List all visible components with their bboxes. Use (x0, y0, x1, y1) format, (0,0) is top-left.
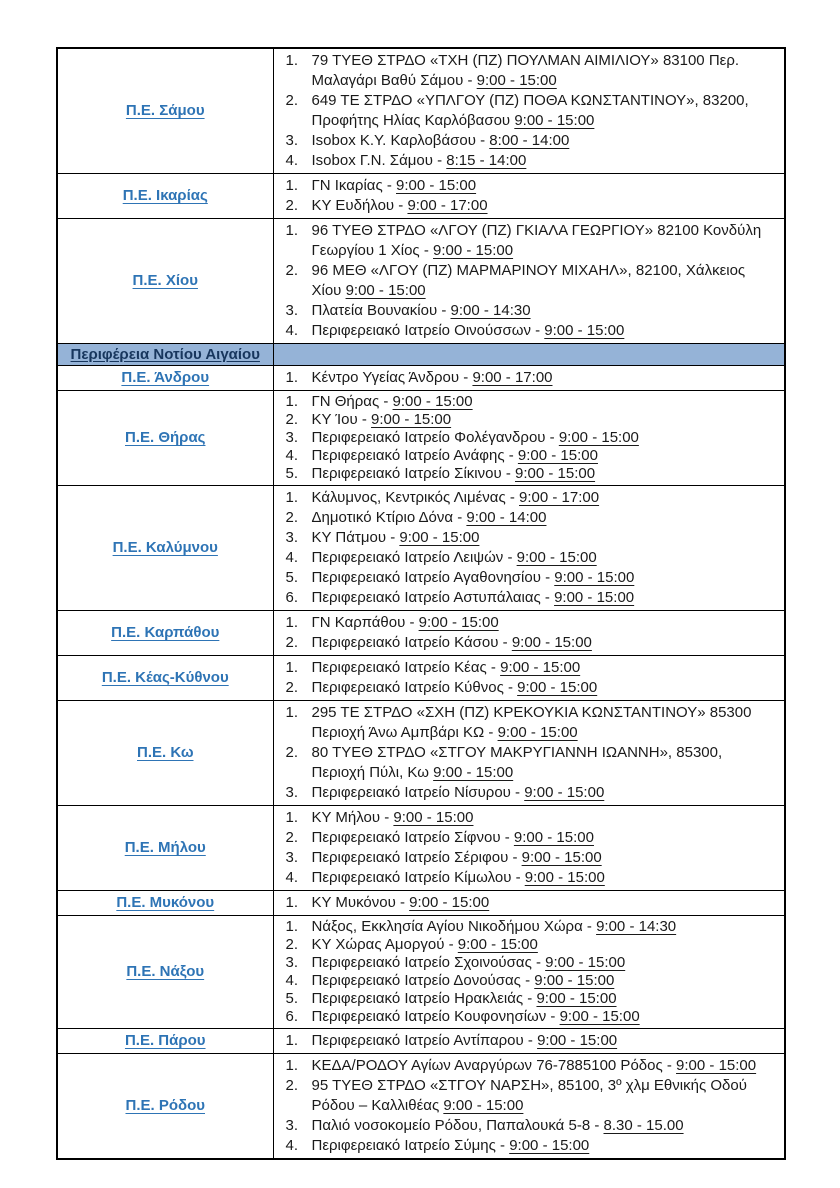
clinic-items-cell (273, 1054, 785, 1160)
list-item (286, 465, 779, 483)
list-item-number: 2. (285, 411, 299, 428)
opening-hours: 9:00 - 15:00 (524, 869, 605, 886)
opening-hours: 9:00 - 15:00 (409, 894, 490, 911)
list-item (286, 261, 779, 301)
region-unit-label[interactable]: Π.Ε. Μήλου (124, 839, 206, 856)
clinic-name: ΚΥ Χώρας Αμοργού - (311, 936, 458, 953)
list-item-number: 3. (285, 954, 299, 971)
list-item-text (312, 828, 779, 848)
list-item-number: 3. (285, 784, 299, 801)
list-item (286, 368, 779, 388)
clinic-name: Περιφερειακό Ιατρείο Αντίπαρου - (311, 1032, 538, 1049)
clinic-items-cell (273, 391, 785, 486)
clinic-name: Περιφερειακό Ιατρείο Σχοινούσας - (311, 954, 546, 971)
list-item-number: 1. (285, 894, 299, 911)
opening-hours: 9:00 - 17:00 (472, 369, 553, 386)
region-unit-cell (57, 174, 273, 219)
list-item-number: 2. (285, 1077, 299, 1094)
list-item (286, 743, 779, 783)
list-item-number: 1. (285, 222, 299, 239)
region-unit-label[interactable]: Π.Ε. Θήρας (125, 429, 206, 446)
list-item-number: 2. (285, 679, 299, 696)
clinic-name: Κάλυμνος, Κεντρικός Λιμένας - (311, 489, 520, 506)
list-item-text (312, 936, 779, 954)
opening-hours: 9:00 - 15:00 (443, 1097, 524, 1114)
opening-hours: 9:00 - 15:00 (345, 282, 426, 299)
opening-hours: 9:00 - 15:00 (537, 1032, 618, 1049)
list-item (286, 393, 779, 411)
list-item-number: 4. (285, 447, 299, 464)
table-row (57, 611, 785, 656)
clinic-name: Κέντρο Υγείας Άνδρου - (311, 369, 473, 386)
list-item-number: 3. (285, 529, 299, 546)
opening-hours: 9:00 - 15:00 (514, 112, 595, 129)
region-unit-label[interactable]: Π.Ε. Καλύμνου (112, 539, 218, 556)
list-item-text (312, 393, 779, 411)
list-item (286, 429, 779, 447)
clinic-items-cell (273, 806, 785, 891)
table-row (57, 701, 785, 806)
opening-hours: 9:00 - 14:30 (596, 918, 677, 935)
region-unit-cell (57, 891, 273, 916)
region-unit-label[interactable]: Π.Ε. Κω (137, 744, 194, 761)
clinic-name: ΓΝ Καρπάθου - (311, 614, 419, 631)
region-unit-label[interactable]: Π.Ε. Κέας-Κύθνου (101, 669, 229, 686)
list-item-number: 6. (285, 589, 299, 606)
clinic-name: Περιφερειακό Ιατρείο Κύθνος - (311, 679, 518, 696)
list-item-text (312, 131, 779, 151)
list-item-text (312, 1076, 779, 1116)
opening-hours: 9:00 - 15:00 (515, 465, 596, 482)
list-item-number: 4. (285, 549, 299, 566)
section-header-cell (57, 344, 273, 366)
region-unit-cell (57, 1029, 273, 1054)
opening-hours: 9:00 - 15:00 (399, 529, 480, 546)
list-item-number: 4. (285, 972, 299, 989)
opening-hours: 9:00 - 15:00 (536, 990, 617, 1007)
list-item-text (312, 613, 779, 633)
region-unit-cell (57, 1054, 273, 1160)
clinic-name: Δημοτικό Κτίριο Δόνα - (311, 509, 467, 526)
list-item-number: 3. (285, 429, 299, 446)
region-unit-label[interactable]: Π.Ε. Ρόδου (125, 1097, 205, 1114)
list-item (286, 1031, 779, 1051)
list-item (286, 868, 779, 888)
list-item-number: 6. (285, 1008, 299, 1025)
list-item-text (312, 368, 779, 388)
list-item (286, 848, 779, 868)
table-row (57, 174, 785, 219)
clinic-name: ΚΥ Ίου - (311, 411, 372, 428)
list-item-text (312, 151, 779, 171)
list-item-text (312, 301, 779, 321)
opening-hours: 9:00 - 15:00 (509, 1137, 590, 1154)
list-item (286, 151, 779, 171)
list-item-number: 1. (285, 177, 299, 194)
list-item-number: 1. (285, 704, 299, 721)
list-item-text (312, 678, 779, 698)
list-item-number: 1. (285, 369, 299, 386)
clinic-name: Isobox Κ.Υ. Καρλοβάσου - (311, 132, 490, 149)
opening-hours: 9:00 - 15:00 (392, 393, 473, 410)
list-item-text (312, 658, 779, 678)
clinic-items-cell (273, 656, 785, 701)
list-item-text (312, 703, 779, 743)
list-item-number: 1. (285, 1032, 299, 1049)
list-item (286, 447, 779, 465)
list-item (286, 131, 779, 151)
list-item-number: 1. (285, 659, 299, 676)
clinics-table (56, 47, 786, 1160)
region-unit-cell (57, 701, 273, 806)
list-item-text (312, 488, 779, 508)
region-unit-label[interactable]: Π.Ε. Άνδρου (121, 369, 210, 386)
clinic-name: 649 ΤΕ ΣΤΡΔΟ «ΥΠΛΓΟΥ (ΠΖ) ΠΟΘΑ ΚΩΝΣΤΑΝΤΙΝΟΥ», 83200, Προφήτης Ηλίας Καρλόβασου (311, 92, 749, 129)
region-unit-cell (57, 611, 273, 656)
section-header-label[interactable]: Περιφέρεια Νοτίου Αιγαίου (70, 345, 260, 363)
list-item (286, 703, 779, 743)
opening-hours: 9:00 - 15:00 (418, 614, 499, 631)
clinic-name: Περιφερειακό Ιατρείο Σέριφου - (311, 849, 522, 866)
list-item (286, 1008, 779, 1026)
table-row (57, 916, 785, 1029)
list-item (286, 783, 779, 803)
table-row (57, 656, 785, 701)
list-item-number: 1. (285, 489, 299, 506)
opening-hours: 8:15 - 14:00 (446, 152, 527, 169)
clinic-items-cell (273, 1029, 785, 1054)
list-item (286, 508, 779, 528)
list-item-number: 2. (285, 634, 299, 651)
list-item-text (312, 633, 779, 653)
opening-hours: 8.30 - 15.00 (603, 1117, 684, 1134)
list-item (286, 893, 779, 913)
opening-hours: 9:00 - 15:00 (534, 972, 615, 989)
clinic-name: Περιφερειακό Ιατρείο Σίκινου - (311, 465, 515, 482)
clinic-name: 95 ΤΥΕΘ ΣΤΡΔΟ «ΣΤΓΟΥ ΝΑΡΣΗ», 85100, 3º χλμ Εθνικής Οδού Ρόδου – Καλλιθέας (311, 1077, 747, 1114)
list-item-text (312, 918, 779, 936)
list-item-text (312, 176, 779, 196)
list-item-text (312, 261, 779, 301)
clinic-name: Isobox Γ.Ν. Σάμου - (311, 152, 447, 169)
clinic-name: 96 ΤΥΕΘ ΣΤΡΔΟ «ΛΓΟΥ (ΠΖ) ΓΚΙΑΛΑ ΓΕΩΡΓΙΟΥ» 82100 Κονδύλη Γεωργίου 1 Χίος - (311, 222, 762, 259)
clinic-name: ΓΝ Ικαρίας - (311, 177, 397, 194)
clinic-name: Περιφερειακό Ιατρείο Σίφνου - (311, 829, 514, 846)
list-item-number: 2. (285, 744, 299, 761)
list-item-number: 2. (285, 92, 299, 109)
list-item (286, 1076, 779, 1116)
list-item-text (312, 548, 779, 568)
list-item (286, 1136, 779, 1156)
list-item-number: 4. (285, 322, 299, 339)
list-item-text (312, 1116, 779, 1136)
list-item (286, 321, 779, 341)
region-unit-label[interactable]: Π.Ε. Χίου (132, 272, 198, 289)
region-unit-label[interactable]: Π.Ε. Καρπάθου (111, 624, 220, 641)
list-item-text (312, 196, 779, 216)
list-item-number: 1. (285, 918, 299, 935)
list-item-number: 3. (285, 849, 299, 866)
list-item-text (312, 508, 779, 528)
clinic-name: Περιφερειακό Ιατρείο Νίσυρου - (311, 784, 525, 801)
clinic-name: Νάξος, Εκκλησία Αγίου Νικοδήμου Χώρα - (311, 918, 597, 935)
list-item-text (312, 528, 779, 548)
clinic-name: 96 ΜΕΘ «ΛΓΟΥ (ΠΖ) ΜΑΡΜΑΡΙΝΟΥ ΜΙΧΑΗΛ», 82100, Χάλκειος Χίου (311, 262, 746, 299)
opening-hours: 9:00 - 15:00 (396, 177, 477, 194)
opening-hours: 9:00 - 17:00 (407, 197, 488, 214)
list-item-text (312, 808, 779, 828)
clinic-name: Περιφερειακό Ιατρείο Κίμωλου - (311, 869, 525, 886)
opening-hours: 9:00 - 15:00 (371, 411, 452, 428)
list-item-text (312, 588, 779, 608)
table-row (57, 366, 785, 391)
list-item-text (312, 321, 779, 341)
list-item-number: 4. (285, 869, 299, 886)
table-row (57, 391, 785, 486)
opening-hours: 9:00 - 15:00 (393, 809, 474, 826)
opening-hours: 9:00 - 15:00 (517, 447, 598, 464)
clinic-name: ΚΕΔΑ/ΡΟΔΟΥ Αγίων Αναργύρων 76-7885100 Ρόδος - (311, 1057, 677, 1074)
region-unit-label[interactable]: Π.Ε. Πάρου (124, 1032, 206, 1049)
list-item-text (312, 429, 779, 447)
list-item (286, 548, 779, 568)
clinic-items-cell (273, 219, 785, 344)
list-item-number: 5. (285, 990, 299, 1007)
list-item-text (312, 1056, 779, 1076)
list-item-number: 5. (285, 465, 299, 482)
clinic-name: Παλιό νοσοκομείο Ρόδου, Παπαλουκά 5-8 - (311, 1117, 604, 1134)
region-unit-cell (57, 916, 273, 1029)
clinic-name: Περιφερειακό Ιατρείο Λειψών - (311, 549, 517, 566)
clinic-items-cell (273, 486, 785, 611)
opening-hours: 9:00 - 15:00 (513, 829, 594, 846)
list-item-number: 3. (285, 302, 299, 319)
clinic-name: Περιφερειακό Ιατρείο Ανάφης - (311, 447, 518, 464)
opening-hours: 9:00 - 17:00 (519, 489, 600, 506)
opening-hours: 9:00 - 15:00 (676, 1057, 757, 1074)
list-item-number: 1. (285, 614, 299, 631)
region-unit-cell (57, 219, 273, 344)
list-item-number: 2. (285, 197, 299, 214)
list-item (286, 411, 779, 429)
list-item (286, 658, 779, 678)
clinic-items-cell (273, 174, 785, 219)
opening-hours: 9:00 - 15:00 (433, 242, 514, 259)
table-row (57, 891, 785, 916)
list-item-text (312, 91, 779, 131)
opening-hours: 9:00 - 15:00 (558, 429, 639, 446)
list-item-text (312, 568, 779, 588)
clinic-items-cell (273, 366, 785, 391)
section-header-empty-cell (273, 344, 785, 366)
opening-hours: 9:00 - 15:00 (457, 936, 538, 953)
clinic-name: ΚΥ Ευδήλου - (311, 197, 408, 214)
opening-hours: 9:00 - 15:00 (521, 849, 602, 866)
clinic-name: Περιφερειακό Ιατρείο Κέας - (311, 659, 501, 676)
list-item-text (312, 893, 779, 913)
list-item (286, 990, 779, 1008)
list-item-text (312, 868, 779, 888)
opening-hours: 9:00 - 15:00 (559, 1008, 640, 1025)
list-item-number: 1. (285, 1057, 299, 1074)
list-item (286, 568, 779, 588)
clinic-items-cell (273, 701, 785, 806)
table-row (57, 1029, 785, 1054)
list-item-text (312, 783, 779, 803)
clinic-name: Περιφερειακό Ιατρείο Κουφονησίων - (311, 1008, 560, 1025)
list-item (286, 91, 779, 131)
opening-hours: 9:00 - 15:00 (517, 679, 598, 696)
clinic-items-cell (273, 891, 785, 916)
table-row (57, 1054, 785, 1160)
list-item (286, 828, 779, 848)
list-item (286, 588, 779, 608)
opening-hours: 9:00 - 15:00 (500, 659, 581, 676)
clinic-items-cell (273, 611, 785, 656)
list-item (286, 196, 779, 216)
list-item-text (312, 51, 779, 91)
list-item (286, 613, 779, 633)
list-item (286, 918, 779, 936)
region-unit-cell (57, 656, 273, 701)
clinic-name: 80 ΤΥΕΘ ΣΤΡΔΟ «ΣΤΓΟΥ ΜΑΚΡΥΓΙΑΝΝΗ ΙΩΑΝΝΗ», 85300, Περιοχή Πύλι, Κω (311, 744, 723, 781)
region-unit-cell (57, 48, 273, 174)
clinic-name: Περιφερειακό Ιατρείο Δονούσας - (311, 972, 535, 989)
clinic-name: Περιφερειακό Ιατρείο Οινούσσων - (311, 322, 545, 339)
list-item-text (312, 221, 779, 261)
list-item (286, 808, 779, 828)
list-item-number: 2. (285, 829, 299, 846)
table-row (57, 486, 785, 611)
list-item-number: 2. (285, 936, 299, 953)
list-item-text (312, 411, 779, 429)
opening-hours: 9:00 - 15:00 (524, 784, 605, 801)
clinic-name: Περιφερειακό Ιατρείο Κάσου - (311, 634, 512, 651)
list-item-text (312, 972, 779, 990)
opening-hours: 9:00 - 15:00 (516, 549, 597, 566)
region-unit-label[interactable]: Π.Ε. Σάμου (125, 102, 205, 119)
list-item-number: 1. (285, 809, 299, 826)
list-item-text (312, 465, 779, 483)
clinic-name: Περιφερειακό Ιατρείο Φολέγανδρου - (311, 429, 559, 446)
region-unit-label[interactable]: Π.Ε. Μυκόνου (116, 894, 215, 911)
opening-hours: 9:00 - 14:30 (450, 302, 531, 319)
table-row (57, 219, 785, 344)
opening-hours: 9:00 - 15:00 (545, 954, 626, 971)
clinics-table-body (57, 48, 785, 1159)
opening-hours: 9:00 - 15:00 (497, 724, 578, 741)
region-unit-cell (57, 391, 273, 486)
list-item-text (312, 447, 779, 465)
list-item (286, 1056, 779, 1076)
list-item (286, 221, 779, 261)
list-item-number: 4. (285, 1137, 299, 1154)
region-unit-label[interactable]: Π.Ε. Νάξου (126, 963, 205, 980)
list-item (286, 972, 779, 990)
list-item (286, 633, 779, 653)
opening-hours: 9:00 - 15:00 (554, 569, 635, 586)
list-item-text (312, 1136, 779, 1156)
clinic-name: ΓΝ Θήρας - (311, 393, 393, 410)
list-item (286, 176, 779, 196)
list-item (286, 51, 779, 91)
list-item-text (312, 743, 779, 783)
list-item (286, 936, 779, 954)
list-item (286, 1116, 779, 1136)
clinic-name: 295 ΤΕ ΣΤΡΔΟ «ΣΧΗ (ΠΖ) ΚΡΕΚΟΥΚΙΑ ΚΩΝΣΤΑΝΤΙΝΟΥ» 85300 Περιοχή Άνω Αμπβάρι ΚΩ - (311, 704, 752, 741)
list-item (286, 954, 779, 972)
clinic-name: Περιφερειακό Ιατρείο Αγαθονησίου - (311, 569, 555, 586)
section-header-row (57, 344, 785, 366)
opening-hours: 9:00 - 15:00 (554, 589, 635, 606)
list-item-number: 3. (285, 132, 299, 149)
list-item-number: 3. (285, 1117, 299, 1134)
list-item-number: 4. (285, 152, 299, 169)
list-item-number: 5. (285, 569, 299, 586)
region-unit-label[interactable]: Π.Ε. Ικαρίας (122, 187, 208, 204)
list-item-text (312, 848, 779, 868)
region-unit-cell (57, 366, 273, 391)
opening-hours: 9:00 - 15:00 (433, 764, 514, 781)
table-row (57, 48, 785, 174)
region-unit-cell (57, 806, 273, 891)
opening-hours: 9:00 - 15:00 (476, 72, 557, 89)
clinic-name: ΚΥ Μήλου - (311, 809, 394, 826)
opening-hours: 9:00 - 15:00 (511, 634, 592, 651)
clinic-name: ΚΥ Πάτμου - (311, 529, 400, 546)
clinic-name: ΚΥ Μυκόνου - (311, 894, 410, 911)
list-item-text (312, 990, 779, 1008)
list-item-number: 1. (285, 393, 299, 410)
list-item-text (312, 1008, 779, 1026)
list-item (286, 301, 779, 321)
region-unit-cell (57, 486, 273, 611)
clinic-name: Περιφερειακό Ιατρείο Σύμης - (311, 1137, 510, 1154)
clinic-name: Περιφερειακό Ιατρείο Ηρακλειάς - (311, 990, 537, 1007)
list-item-text (312, 954, 779, 972)
list-item-text (312, 1031, 779, 1051)
list-item (286, 488, 779, 508)
clinic-name: Περιφερειακό Ιατρείο Αστυπάλαιας - (311, 589, 555, 606)
clinic-items-cell (273, 48, 785, 174)
list-item-number: 2. (285, 509, 299, 526)
opening-hours: 8:00 - 14:00 (489, 132, 570, 149)
opening-hours: 9:00 - 14:00 (466, 509, 547, 526)
clinic-name: 79 ΤΥΕΘ ΣΤΡΔΟ «ΤΧΗ (ΠΖ) ΠΟΥΛΜΑΝ ΑΙΜΙΛΙΟΥ» 83100 Περ. Μαλαγάρι Βαθύ Σάμου - (311, 52, 740, 89)
list-item (286, 528, 779, 548)
table-row (57, 806, 785, 891)
list-item-number: 2. (285, 262, 299, 279)
clinic-items-cell (273, 916, 785, 1029)
list-item-number: 1. (285, 52, 299, 69)
opening-hours: 9:00 - 15:00 (544, 322, 625, 339)
clinic-name: Πλατεία Βουνακίου - (311, 302, 451, 319)
list-item (286, 678, 779, 698)
